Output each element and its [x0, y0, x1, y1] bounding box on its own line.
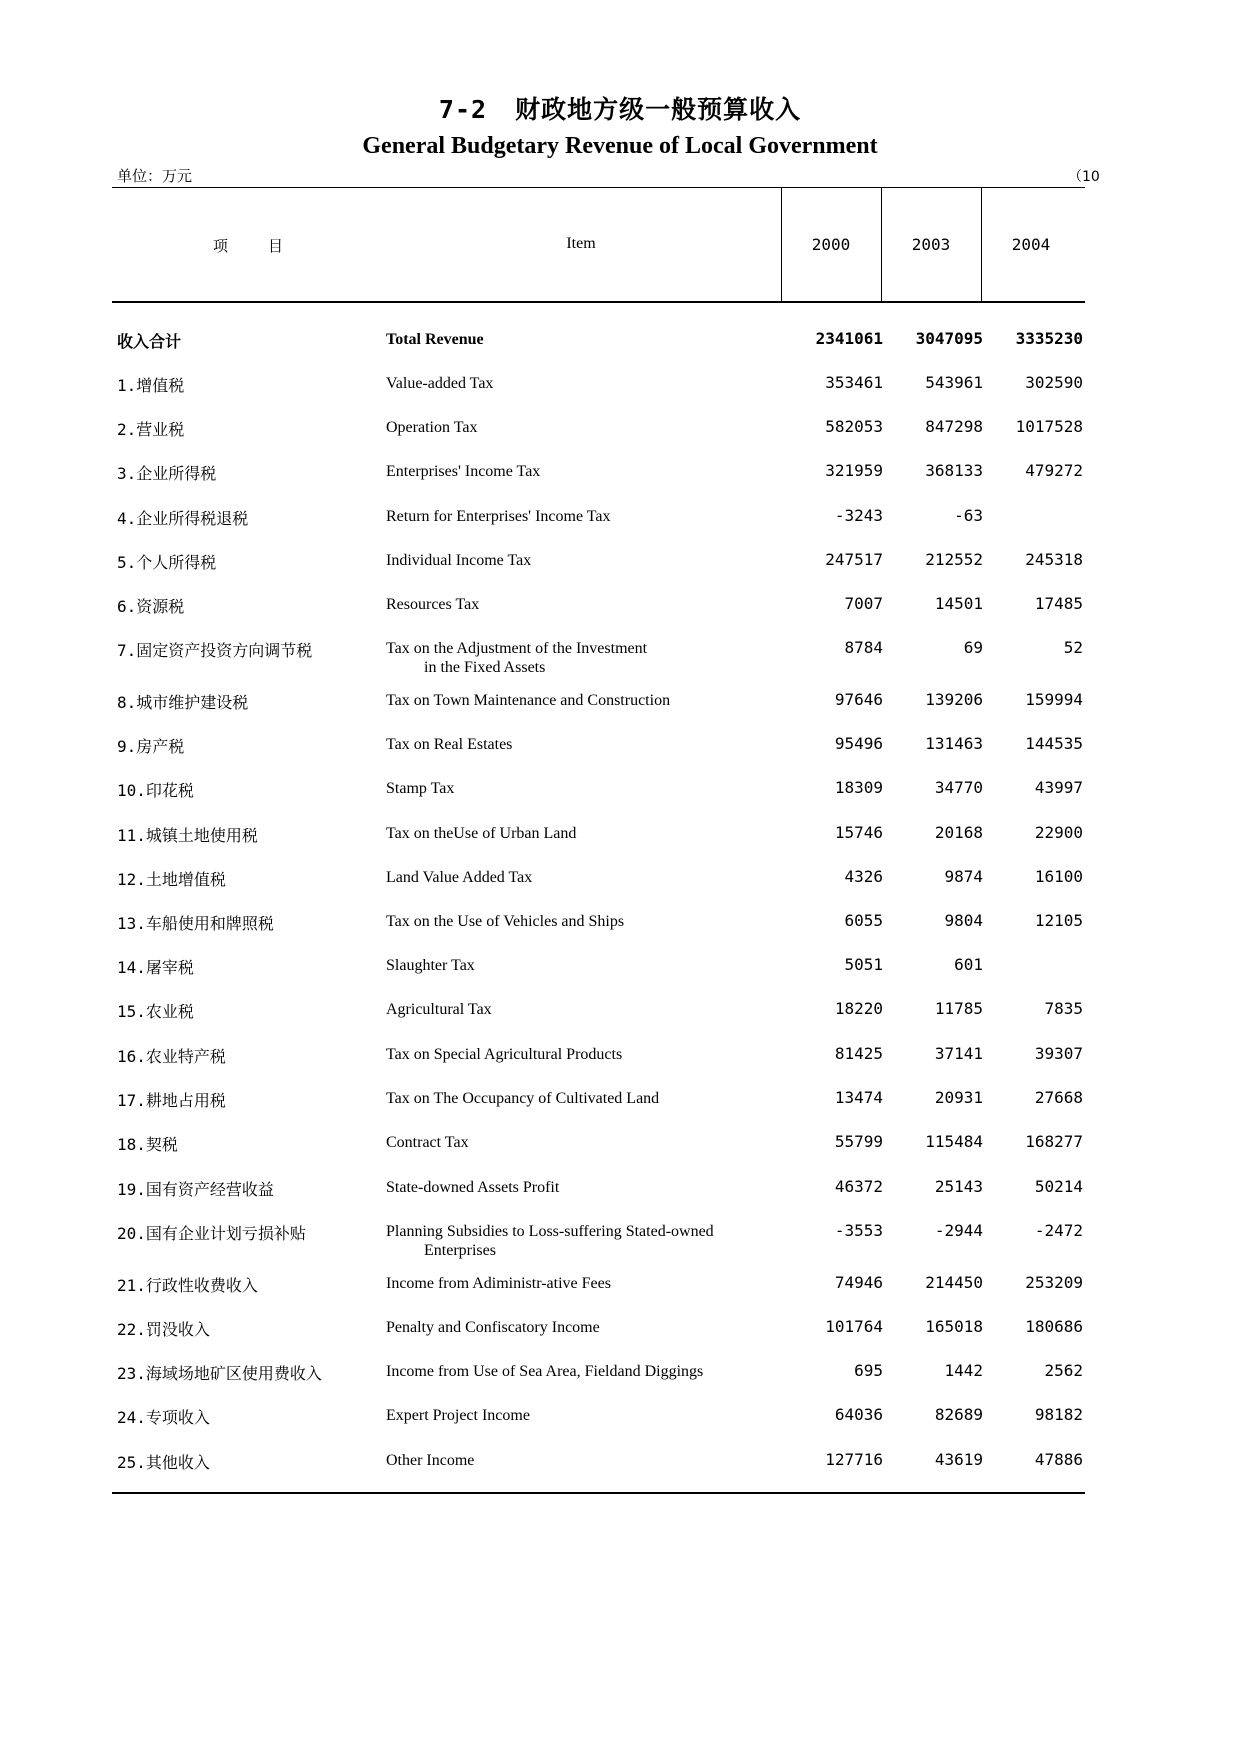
item-en-line: Individual Income Tax: [386, 552, 532, 569]
item-en-line: Income from Adiministr-ative Fees: [386, 1275, 611, 1292]
item-cn-cell: 9.房产税: [117, 737, 185, 756]
value-cell-2000: 15746: [834, 823, 883, 842]
item-en-cell: [386, 735, 786, 754]
item-en-line: Operation Tax: [386, 419, 478, 436]
value-cell-2003: 14501: [934, 594, 983, 613]
item-en-cell: [386, 507, 786, 526]
item-en-line: Other Income: [386, 1452, 475, 1469]
page-title-cn: [0, 90, 1240, 126]
title-cn-text: 财政地方级一般预算收入: [515, 95, 802, 124]
value-cell-2000: 74946: [834, 1273, 883, 1292]
value-cell-2004: 144535: [1025, 734, 1083, 753]
item-cn-cell: 18.契税: [117, 1135, 178, 1154]
item-cn-cell: 25.其他收入: [117, 1453, 210, 1472]
value-cell-2003: 165018: [925, 1317, 983, 1336]
item-cn-cell: 20.国有企业计划亏损补贴: [117, 1224, 306, 1243]
item-cn-cell: 8.城市维护建设税: [117, 693, 249, 712]
item-en-cell: [386, 374, 786, 393]
value-cell-2000: 55799: [834, 1132, 883, 1151]
item-en-cell: [386, 1178, 786, 1197]
unit-label: 单位：万元: [117, 167, 193, 185]
value-cell-2004: 479272: [1025, 461, 1083, 480]
value-cell-2000: 7007: [844, 594, 883, 613]
table-bottom-rule: [112, 1492, 1085, 1494]
item-en-line: Tax on the Use of Vehicles and Ships: [386, 913, 625, 930]
column-header-item-en: Item: [566, 235, 596, 252]
value-cell-2003: 368133: [925, 461, 983, 480]
item-en-cell: [386, 639, 786, 677]
item-en-line: Planning Subsidies to Loss-suffering Stated-owned: [386, 1223, 714, 1240]
value-cell-2003: 214450: [925, 1273, 983, 1292]
value-cell-2000: 695: [854, 1361, 883, 1380]
item-en-cell: [386, 1362, 786, 1381]
item-en-cell: [386, 595, 786, 614]
item-en-line: Penalty and Confiscatory Income: [386, 1319, 600, 1336]
value-cell-2003: 20168: [934, 823, 983, 842]
item-cn-cell: 1.增值税: [117, 376, 185, 395]
item-en-cell: [386, 1451, 786, 1470]
item-en-cell: [386, 779, 786, 798]
value-cell-2000: 5051: [844, 955, 883, 974]
value-cell-2004: 27668: [1034, 1088, 1083, 1107]
value-cell-2004: 168277: [1025, 1132, 1083, 1151]
item-cn-cell: 14.屠宰税: [117, 958, 194, 977]
value-cell-2004: 43997: [1034, 778, 1083, 797]
item-en-cell: [386, 691, 786, 710]
item-cn-cell: 11.城镇土地使用税: [117, 826, 258, 845]
item-en-cell: [386, 1000, 786, 1019]
item-cn-cell: 17.耕地占用税: [117, 1091, 226, 1110]
item-en-line-2: in the Fixed Assets: [424, 659, 546, 676]
value-cell-2000: 46372: [834, 1177, 883, 1196]
item-cn-cell: 21.行政性收费收入: [117, 1276, 258, 1295]
value-cell-2004: 12105: [1034, 911, 1083, 930]
value-cell-2003: 82689: [934, 1405, 983, 1424]
value-cell-2000: 101764: [825, 1317, 883, 1336]
value-cell-2004: -2472: [1034, 1221, 1083, 1240]
value-cell-2000: 6055: [844, 911, 883, 930]
note-label: （10: [1068, 169, 1100, 185]
item-en-line: Stamp Tax: [386, 780, 455, 797]
value-cell-2000: 97646: [834, 690, 883, 709]
column-header-year: 2000: [811, 235, 851, 254]
item-en-line: Contract Tax: [386, 1134, 469, 1151]
item-en-line: Land Value Added Tax: [386, 869, 533, 886]
column-header-year: 2003: [911, 235, 951, 254]
item-cn-cell: 10.印花税: [117, 781, 194, 800]
item-cn-cell: 24.专项收入: [117, 1408, 210, 1427]
column-header-year: 2004: [1011, 235, 1051, 254]
item-en-line: Agricultural Tax: [386, 1001, 492, 1018]
value-cell-2000: 247517: [825, 550, 883, 569]
item-cn-cell: 收入合计: [117, 332, 182, 351]
item-cn-cell: 2.营业税: [117, 420, 185, 439]
value-cell-2000: 2341061: [815, 329, 883, 348]
value-cell-2000: 127716: [825, 1450, 883, 1469]
value-cell-2003: 115484: [925, 1132, 983, 1151]
value-cell-2000: 18309: [834, 778, 883, 797]
value-cell-2000: -3553: [834, 1221, 883, 1240]
item-en-cell: [386, 1222, 786, 1260]
value-cell-2000: 353461: [825, 373, 883, 392]
value-cell-2003: 543961: [925, 373, 983, 392]
value-cell-2004: 47886: [1034, 1450, 1083, 1469]
item-en-line: Tax on Town Maintenance and Construction: [386, 692, 671, 709]
value-cell-2000: 95496: [834, 734, 883, 753]
value-cell-2004: 180686: [1025, 1317, 1083, 1336]
item-en-line: Tax on The Occupancy of Cultivated Land: [386, 1090, 660, 1107]
value-cell-2000: 4326: [844, 867, 883, 886]
value-cell-2004: 7835: [1044, 999, 1083, 1018]
item-cn-cell: 5.个人所得税: [117, 553, 217, 572]
value-cell-2003: 847298: [925, 417, 983, 436]
item-en-line: Value-added Tax: [386, 375, 494, 392]
item-en-line: Tax on theUse of Urban Land: [386, 825, 577, 842]
value-cell-2003: 20931: [934, 1088, 983, 1107]
value-cell-2000: 81425: [834, 1044, 883, 1063]
item-en-line: Income from Use of Sea Area, Fieldand Diggings: [386, 1363, 704, 1380]
table-number: 7-2: [438, 95, 488, 124]
value-cell-2000: 18220: [834, 999, 883, 1018]
value-cell-2003: -63: [954, 506, 983, 525]
item-en-cell: [386, 1089, 786, 1108]
value-cell-2003: 131463: [925, 734, 983, 753]
value-cell-2000: 64036: [834, 1405, 883, 1424]
value-cell-2004: 253209: [1025, 1273, 1083, 1292]
item-en-cell: [386, 956, 786, 975]
item-cn-cell: 12.土地增值税: [117, 870, 226, 889]
item-en-cell: [386, 462, 786, 481]
value-cell-2003: 212552: [925, 550, 983, 569]
value-cell-2003: 9874: [944, 867, 983, 886]
item-en-line: Tax on Special Agricultural Products: [386, 1046, 623, 1063]
value-cell-2004: 245318: [1025, 550, 1083, 569]
item-en-cell: [386, 1318, 786, 1337]
item-en-line: Total Revenue: [386, 331, 484, 348]
value-cell-2004: 17485: [1034, 594, 1083, 613]
item-en-cell: [386, 824, 786, 843]
value-cell-2003: 1442: [944, 1361, 983, 1380]
value-cell-2000: 8784: [844, 638, 883, 657]
item-cn-cell: 6.资源税: [117, 597, 185, 616]
item-en-line: Enterprises' Income Tax: [386, 463, 541, 480]
item-cn-cell: 19.国有资产经营收益: [117, 1180, 274, 1199]
item-en-cell: [386, 418, 786, 437]
value-cell-2003: 139206: [925, 690, 983, 709]
item-en-line: Tax on the Adjustment of the Investment: [386, 640, 648, 657]
item-cn-cell: 22.罚没收入: [117, 1320, 210, 1339]
value-cell-2004: 50214: [1034, 1177, 1083, 1196]
value-cell-2004: 2562: [1044, 1361, 1083, 1380]
item-en-cell: [386, 1133, 786, 1152]
value-cell-2003: 3047095: [915, 329, 983, 348]
item-cn-cell: 15.农业税: [117, 1002, 194, 1021]
header-bottom-rule: [112, 301, 1085, 303]
page-title-en: General Budgetary Revenue of Local Government: [362, 133, 878, 159]
value-cell-2000: 321959: [825, 461, 883, 480]
item-en-line: Return for Enterprises' Income Tax: [386, 508, 611, 525]
item-en-line: Resources Tax: [386, 596, 480, 613]
value-cell-2004: 302590: [1025, 373, 1083, 392]
value-cell-2003: 43619: [934, 1450, 983, 1469]
value-cell-2003: 25143: [934, 1177, 983, 1196]
value-cell-2004: 3335230: [1015, 329, 1083, 348]
item-en-cell: [386, 1406, 786, 1425]
value-cell-2004: 159994: [1025, 690, 1083, 709]
value-cell-2003: 34770: [934, 778, 983, 797]
item-cn-cell: 13.车船使用和牌照税: [117, 914, 274, 933]
value-cell-2003: 601: [954, 955, 983, 974]
item-en-line: Slaughter Tax: [386, 957, 475, 974]
value-cell-2000: 13474: [834, 1088, 883, 1107]
value-cell-2004: 1017528: [1015, 417, 1083, 436]
item-en-line: Tax on Real Estates: [386, 736, 513, 753]
value-cell-2003: 37141: [934, 1044, 983, 1063]
item-en-cell: [386, 330, 786, 349]
value-cell-2004: 22900: [1034, 823, 1083, 842]
table-top-rule: [112, 187, 1085, 188]
item-en-line: Expert Project Income: [386, 1407, 530, 1424]
item-en-cell: [386, 868, 786, 887]
item-en-cell: [386, 1045, 786, 1064]
item-cn-cell: 7.固定资产投资方向调节税: [117, 641, 313, 660]
value-cell-2000: 582053: [825, 417, 883, 436]
value-cell-2003: 11785: [934, 999, 983, 1018]
item-en-cell: [386, 1274, 786, 1293]
item-en-line: State-downed Assets Profit: [386, 1179, 560, 1196]
value-cell-2000: -3243: [834, 506, 883, 525]
item-en-line-2: Enterprises: [424, 1242, 496, 1259]
item-cn-cell: 16.农业特产税: [117, 1047, 226, 1066]
item-cn-cell: 3.企业所得税: [117, 464, 217, 483]
value-cell-2003: 69: [963, 638, 983, 657]
value-cell-2004: 16100: [1034, 867, 1083, 886]
value-cell-2003: 9804: [944, 911, 983, 930]
item-cn-cell: 4.企业所得税退税: [117, 509, 249, 528]
value-cell-2004: 39307: [1034, 1044, 1083, 1063]
value-cell-2004: 52: [1063, 638, 1083, 657]
value-cell-2003: -2944: [934, 1221, 983, 1240]
item-en-cell: [386, 551, 786, 570]
item-en-cell: [386, 912, 786, 931]
value-cell-2004: 98182: [1034, 1405, 1083, 1424]
item-cn-cell: 23.海域场地矿区使用费收入: [117, 1364, 322, 1383]
column-header-item-cn: 项 目: [213, 237, 284, 255]
